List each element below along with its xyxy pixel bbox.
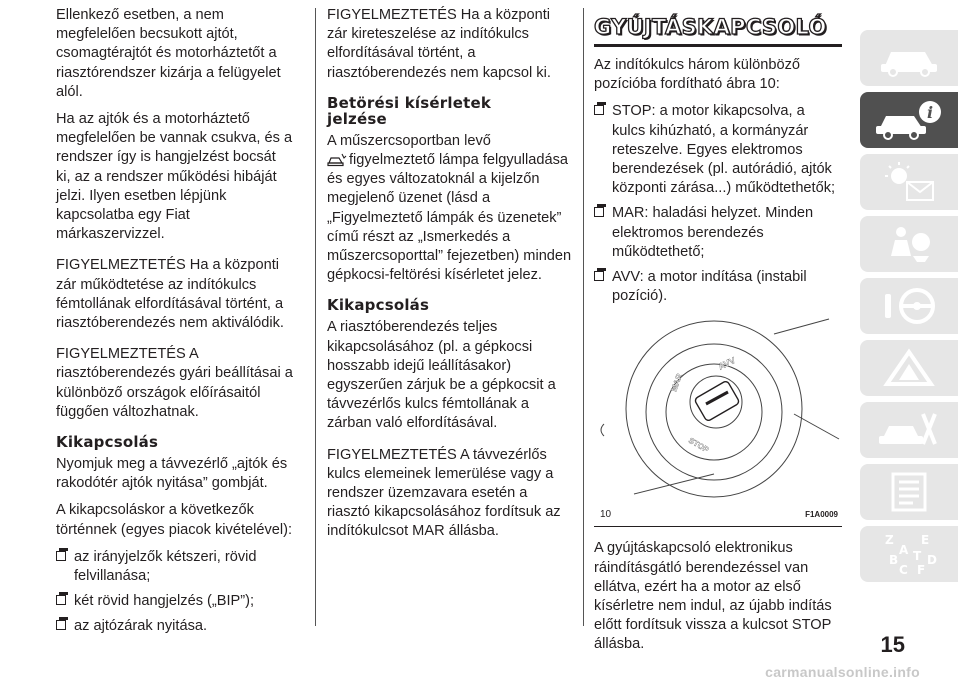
checkbox-bullet-icon	[56, 595, 66, 605]
list-item: STOP: a motor kikapcsolva, a kulcs kihúzható, a kormányzár reteszelve. Egyes elektromos berendezések (pl. autórádió, ajtók központi zárása...) működtethetők;	[594, 102, 842, 198]
tab-technical-data[interactable]	[860, 464, 958, 520]
list-item: két rövid hangjelzés („BIP”);	[56, 592, 294, 611]
ignition-switch-figure	[594, 314, 842, 527]
svg-text:T: T	[913, 549, 922, 563]
chapter-tabs	[860, 30, 960, 588]
section-heading: Kikapcsolás	[327, 296, 430, 315]
chapter-heading: GYÚJTÁSKAPCSOLÓ	[594, 15, 827, 39]
bullet-list	[56, 548, 294, 637]
tab-driving[interactable]	[860, 278, 958, 334]
svg-text:F: F	[917, 563, 926, 577]
bullet-list	[594, 102, 842, 306]
tab-index[interactable]	[860, 526, 958, 582]
airbag-icon	[877, 222, 941, 266]
warning-light-icon	[877, 160, 941, 204]
paragraph: A riasztóberendezés teljes kikapcsolásához (pl. a gépkocsi hosszabb idejű leállításakor) egyszerűen zárjuk be a gépkocsit a távvezérlős kulcs fémtollának a zárban való elfordításával.	[327, 319, 556, 432]
list-item: az ajtózárak nyitása.	[56, 617, 294, 636]
checkbox-bullet-icon	[594, 105, 604, 115]
column-2	[327, 6, 573, 550]
ignition-switch-illustration	[594, 314, 842, 509]
tab-maintenance[interactable]	[860, 402, 958, 458]
warning-triangle-icon	[877, 346, 941, 390]
mar-label: MAR	[669, 372, 685, 394]
paragraph: Az indítókulcs három különböző pozícióba fordítható ábra 10:	[594, 57, 801, 93]
car-wrench-icon	[877, 408, 941, 452]
warning-paragraph: FIGYELMEZTETÉS Ha a központi zár kireteszelése az indítókulcs elfordításával történt, a riasztóberendezés nem kapcsol ki.	[327, 7, 551, 81]
heading-rule	[594, 44, 842, 47]
stop-label: STOP	[687, 436, 711, 455]
paragraph: Ha az ajtók és a motorháztető megfelelően be vannak csukva, és a rendszer így is hangjelzést bocsát ki, az a rendszer működési hibáját jelzi. Ilyen esetben lépjünk kapcsolatba egy Fiat márkaszervizzel.	[56, 111, 293, 243]
tab-safety[interactable]	[860, 216, 958, 272]
checkbox-bullet-icon	[56, 551, 66, 561]
alphabet-index-icon	[877, 530, 941, 578]
svg-text:D: D	[927, 553, 937, 567]
section-heading: Kikapcsolás	[56, 433, 159, 452]
avv-label: AVV	[716, 355, 738, 373]
page-number: 15	[880, 632, 905, 657]
checkbox-bullet-icon	[594, 207, 604, 217]
list-item: AVV: a motor indítása (instabil pozíció).	[594, 268, 842, 306]
specs-list-icon	[877, 470, 941, 514]
tab-car[interactable]	[860, 30, 958, 86]
column-1	[56, 6, 294, 645]
svg-text:B: B	[889, 553, 899, 567]
tab-emergency[interactable]	[860, 340, 958, 396]
figure-number: 10	[600, 509, 612, 521]
warning-paragraph: FIGYELMEZTETÉS A riasztóberendezés gyári beállításai a különböző országok előírásaitól függően változhatnak.	[56, 346, 293, 420]
tab-car-info[interactable]	[860, 92, 958, 148]
column-divider	[315, 8, 316, 626]
svg-text:C: C	[899, 563, 908, 577]
car-icon	[877, 38, 941, 78]
warning-paragraph: FIGYELMEZTETÉS Ha a központi zár működtetése az indítókulcs fémtollának elfordításával történt, a riasztóberendezés nem aktiválódik.	[56, 257, 284, 332]
footer-watermark: carmanualsonline.info	[765, 664, 920, 680]
svg-text:i: i	[927, 103, 934, 122]
svg-text:E: E	[921, 533, 930, 547]
list-item: az irányjelzők kétszeri, rövid felvillanása;	[56, 548, 294, 586]
paragraph: A kikapcsoláskor a következők történnek (egyes piacok kivételével):	[56, 502, 293, 538]
alarm-warning-light-icon	[327, 153, 347, 167]
figure-code: F1A0009	[805, 510, 838, 520]
checkbox-bullet-icon	[594, 271, 604, 281]
svg-text:A: A	[899, 543, 909, 557]
paragraph: A műszercsoportban levő figyelmeztető lámpa felgyulladása és egyes változatoknál a kijelzőn megjelenő üzenet (lásd a „Figyelmeztető lámpák és üzenetek” című részt az „Ismerkedés a műszercsoporttal” fejezetben) minden gépkocsi-feltörési kísérletet jelez.	[327, 132, 572, 284]
tab-warning-lights[interactable]	[860, 154, 958, 210]
checkbox-bullet-icon	[56, 620, 66, 630]
car-info-icon	[874, 98, 944, 142]
paragraph: Ellenkező esetben, a nem megfelelően becsukott ajtót, csomagtérajtót és motorháztetőt a riasztórendszer kizárja a felügyelet alól.	[56, 7, 281, 100]
list-item: MAR: haladási helyzet. Minden elektromos berendezés működtethető;	[594, 204, 842, 262]
section-heading: Betörési kísérletek jelzése	[327, 93, 491, 128]
paragraph: A gyújtáskapcsoló elektronikus ráindításgátló berendezéssel van ellátva, ezért ha a motor az első kísérletre nem indul, az újabb indítás előtt fordítsuk vissza a kulcsot STOP állásba.	[594, 540, 832, 653]
warning-paragraph: FIGYELMEZTETÉS A távvezérlős kulcs elemeinek lemerülése vagy a rendszer üzemzavara esetén a riasztó kikapcsolásához fordítsuk az indítókulcsot MAR állásba.	[327, 446, 561, 540]
svg-text:Z: Z	[885, 533, 894, 547]
column-3	[594, 6, 842, 663]
paragraph: Nyomjuk meg a távvezérlő „ajtók és rakodótér ajtók nyitása” gombját.	[56, 456, 288, 492]
steering-wheel-icon	[877, 284, 941, 328]
column-divider	[583, 8, 584, 626]
